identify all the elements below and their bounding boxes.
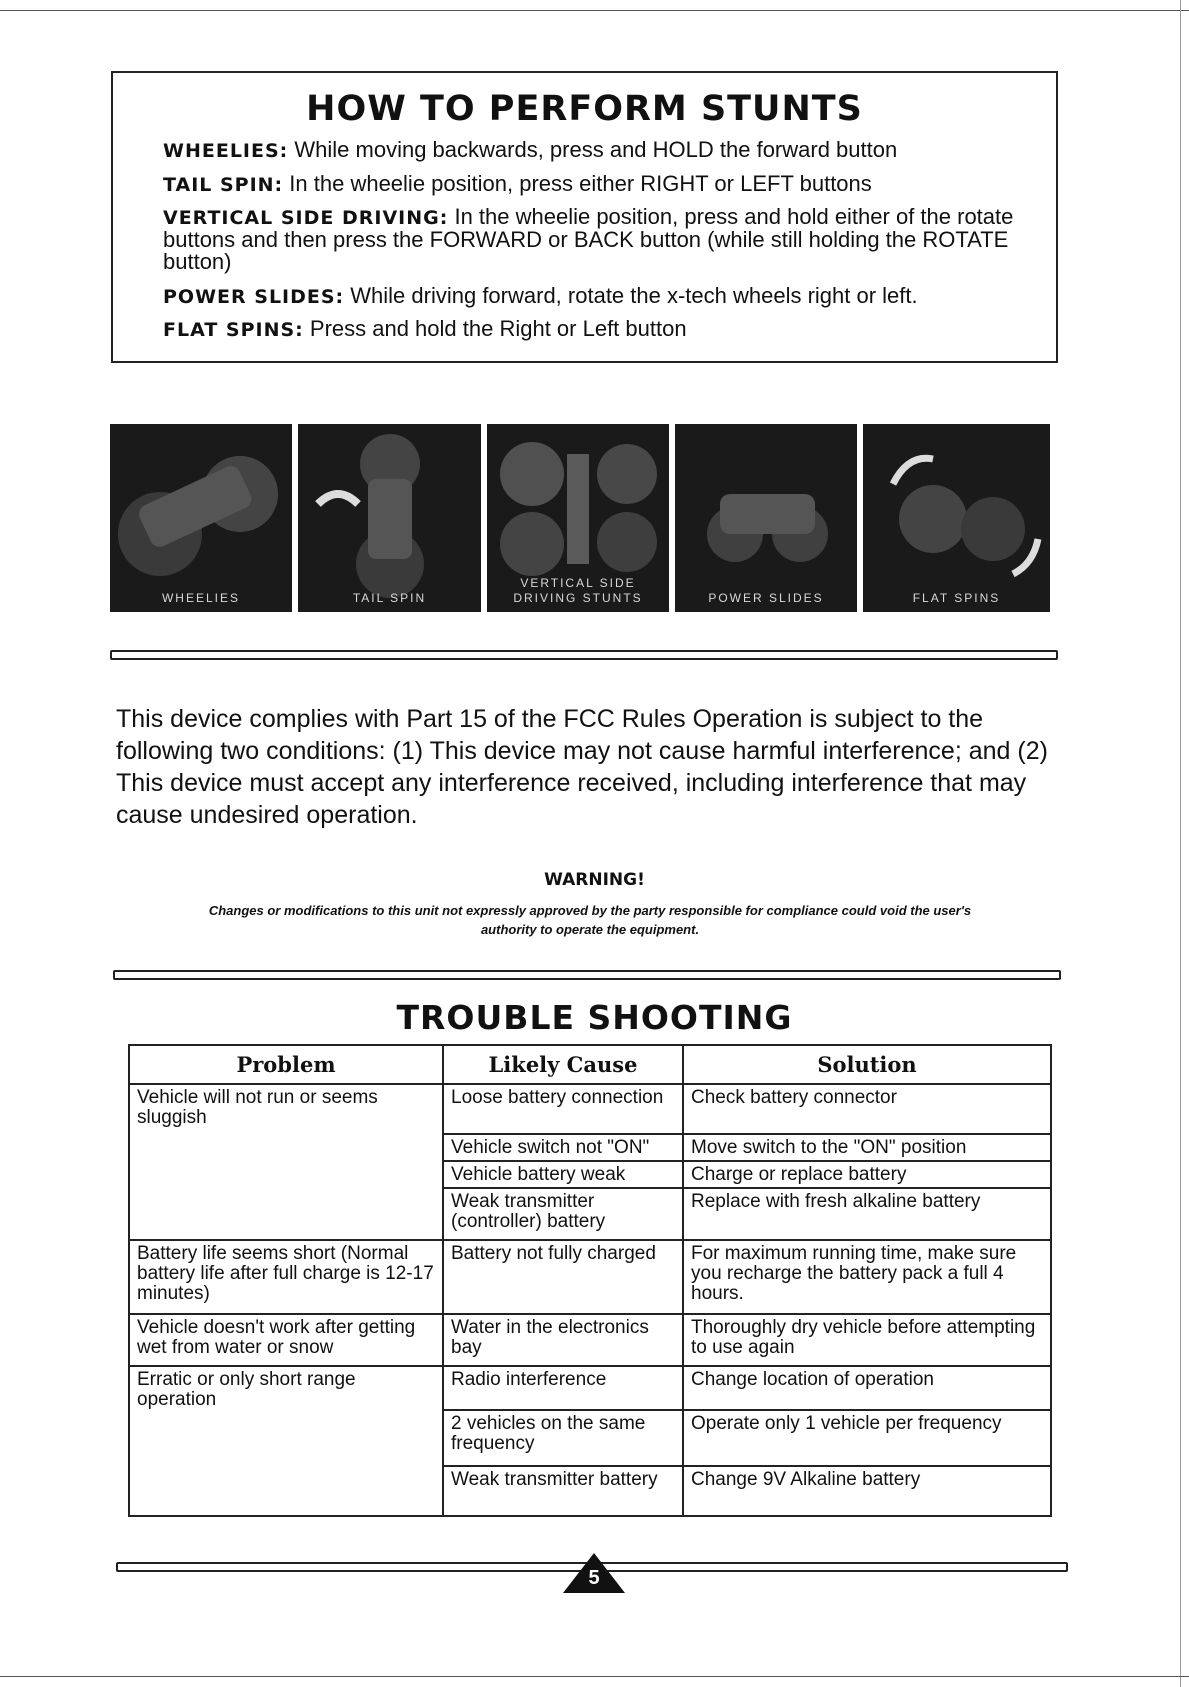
problem-cell: Battery life seems short (Normal battery life after full charge is 12-17 minutes) bbox=[129, 1240, 443, 1314]
fcc-statement: This device complies with Part 15 of the FCC Rules Operation is subject to the following two conditions: (1) This device may not cause harmful interference; and (2) This device must accept any interference received, including interference that may cause undesired operation. bbox=[116, 705, 1048, 829]
stunt-vertical-side-driving bbox=[163, 206, 1026, 273]
cause-cell: 2 vehicles on the same frequency bbox=[443, 1410, 683, 1466]
photo-wheelies bbox=[110, 424, 292, 612]
stunts-box bbox=[111, 71, 1058, 363]
photo-flat-spins bbox=[863, 424, 1050, 612]
photo-vertical-side-driving bbox=[487, 424, 669, 612]
page-edge-top bbox=[0, 10, 1189, 11]
solution-cell: Thoroughly dry vehicle before attempting to use again bbox=[683, 1314, 1051, 1366]
stunt-photo-strip bbox=[110, 424, 1050, 612]
problem-cell: Erratic or only short range operation bbox=[129, 1366, 443, 1516]
cause-cell: Radio interference bbox=[443, 1366, 683, 1410]
photo-caption: WHEELIES bbox=[161, 591, 240, 605]
wheelies-photo-image bbox=[110, 424, 292, 612]
header-problem: Problem bbox=[129, 1045, 443, 1084]
solution-cell: Charge or replace battery bbox=[683, 1161, 1051, 1188]
photo-caption: TAIL SPIN bbox=[352, 591, 427, 605]
table-row bbox=[129, 1240, 1051, 1314]
photo-power-slides bbox=[675, 424, 857, 612]
stunts-title: HOW TO PERFORM STUNTS bbox=[306, 89, 863, 129]
stunt-flat-spins bbox=[163, 318, 1026, 341]
warning-text: Changes or modifications to this unit not expressly approved by the party responsible for compliance could void the user's authority to operate the equipment. bbox=[208, 903, 972, 937]
cause-cell: Loose battery connection bbox=[443, 1084, 683, 1134]
solution-cell: Move switch to the "ON" position bbox=[683, 1134, 1051, 1161]
table-row bbox=[129, 1084, 1051, 1134]
solution-cell: For maximum running time, make sure you recharge the battery pack a full 4 hours. bbox=[683, 1240, 1051, 1314]
troubleshooting-title: TROUBLE SHOOTING bbox=[396, 998, 793, 1037]
solution-cell: Operate only 1 vehicle per frequency bbox=[683, 1410, 1051, 1466]
troubleshooting-table bbox=[128, 1044, 1052, 1517]
cause-cell: Vehicle switch not "ON" bbox=[443, 1134, 683, 1161]
cause-cell: Weak transmitter battery bbox=[443, 1466, 683, 1516]
problem-cell: Vehicle will not run or seems sluggish bbox=[129, 1084, 443, 1240]
stunt-text: In the wheelie position, press and hold either of the rotate buttons and then press the FORWARD or BACK button (while still holding the ROTATE button) bbox=[163, 204, 1014, 274]
stunt-text: While moving backwards, press and HOLD the forward button bbox=[294, 137, 898, 162]
page-edge-bottom bbox=[0, 1676, 1189, 1677]
cause-cell: Water in the electronics bay bbox=[443, 1314, 683, 1366]
solution-cell: Change location of operation bbox=[683, 1366, 1051, 1410]
table-header-row bbox=[129, 1045, 1051, 1084]
stunt-wheelies bbox=[163, 139, 1026, 162]
problem-cell: Vehicle doesn't work after getting wet from water or snow bbox=[129, 1314, 443, 1366]
stunt-term: FLAT SPINS: bbox=[163, 319, 304, 341]
stunt-term: VERTICAL SIDE DRIVING: bbox=[163, 207, 449, 229]
photo-caption: POWER SLIDES bbox=[708, 591, 824, 605]
solution-cell: Replace with fresh alkaline battery bbox=[683, 1188, 1051, 1240]
photo-caption: FLAT SPINS bbox=[912, 591, 1001, 605]
cause-cell: Battery not fully charged bbox=[443, 1240, 683, 1314]
photo-tail-spin bbox=[298, 424, 481, 612]
flat-spins-photo-image bbox=[863, 424, 1050, 612]
cause-cell: Vehicle battery weak bbox=[443, 1161, 683, 1188]
stunt-text: In the wheelie position, press either RIGHT or LEFT buttons bbox=[289, 171, 872, 196]
stunt-text: While driving forward, rotate the x-tech wheels right or left. bbox=[350, 283, 918, 308]
header-likely-cause: Likely Cause bbox=[443, 1045, 683, 1084]
page-edge-right bbox=[1180, 0, 1181, 1687]
stunt-term: WHEELIES: bbox=[163, 140, 289, 162]
stunt-term: POWER SLIDES: bbox=[163, 286, 345, 308]
tail-spin-photo-image bbox=[298, 424, 481, 612]
photo-caption: VERTICAL SIDE DRIVING STUNTS bbox=[513, 576, 643, 605]
header-solution: Solution bbox=[683, 1045, 1051, 1084]
cause-cell: Weak transmitter (controller) battery bbox=[443, 1188, 683, 1240]
stunt-power-slides bbox=[163, 285, 1026, 308]
divider-rule bbox=[113, 970, 1061, 980]
table-row bbox=[129, 1366, 1051, 1410]
page-number: 5 bbox=[588, 1567, 600, 1589]
table-row bbox=[129, 1314, 1051, 1366]
divider-rule bbox=[110, 650, 1058, 660]
stunt-tail-spin bbox=[163, 173, 1026, 196]
stunt-term: TAIL SPIN: bbox=[163, 174, 284, 196]
solution-cell: Check battery connector bbox=[683, 1084, 1051, 1134]
power-slides-photo-image bbox=[675, 424, 857, 612]
stunt-text: Press and hold the Right or Left button bbox=[309, 316, 687, 341]
solution-cell: Change 9V Alkaline battery bbox=[683, 1466, 1051, 1516]
warning-title: WARNING! bbox=[544, 870, 645, 890]
